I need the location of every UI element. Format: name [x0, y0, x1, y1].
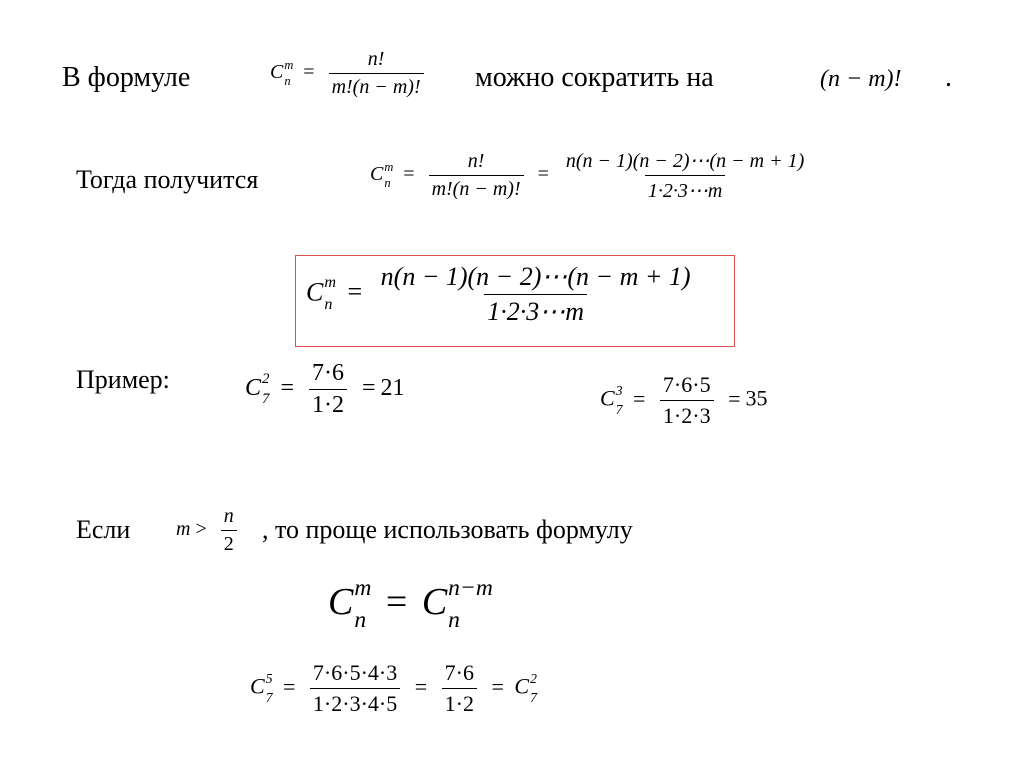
formula-combination-factorial: C m n = $\frac{n!}{m!(n - m)!}$ [270, 48, 428, 99]
example-1: C 2 7 = $\frac{7\cdot 6}{1\cdot 2}$ = 21 [245, 360, 405, 418]
if-text: Если [76, 515, 131, 544]
then-text: Тогда получится [76, 165, 259, 194]
intro-text: В формуле [62, 62, 191, 93]
line1-period: . [945, 62, 952, 93]
use-formula-text: , то проще использовать формулу [262, 515, 633, 544]
example-2: C 3 7 = $\frac{7\cdot 6\cdot 5}{1\cdot 2\cdot 3}$ = 35 [600, 372, 768, 428]
factor-expression: (n − m)! [820, 66, 902, 92]
symmetry-formula: C m n = C n−m n [328, 575, 493, 633]
example-text: Пример: [76, 365, 170, 394]
formula-expanded: C m n = $\frac{n!}{m!(n - m)!}$ = $\frac{n(n - 1)(n - 2)\cdots(n - m + 1)}{1\cdot 2\cdot 3\cdots m}$ [370, 150, 805, 202]
formula-boxed: C m n = $\frac{n(n - 1)(n - 2)\cdots(n - m + 1)}{1\cdot 2\cdot 3\cdots m}$ [306, 262, 691, 326]
example-3: C 5 7 = $\frac{7\cdot 6\cdot 5\cdot 4\cdot 3}{1\cdot 2\cdot 3\cdot 4\cdot 5}$ = $\frac{7\cdot 6}{1\cdot 2}$ = C 2 7 [250, 660, 537, 716]
condition-inequality: m > $\frac{n}{2}$ [176, 505, 241, 556]
reduce-text: можно сократить на [475, 62, 714, 93]
